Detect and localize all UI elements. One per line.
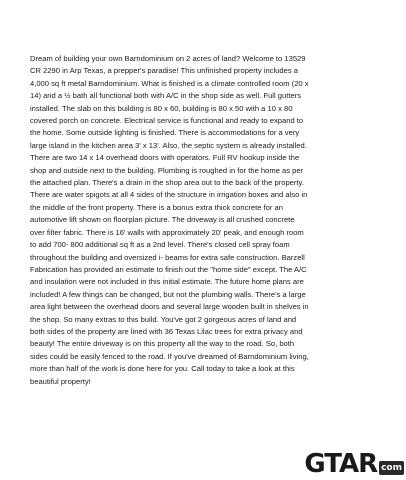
document-line: Fabrication has provided an estimate to finish out the "home side" except. The A/C xyxy=(30,264,307,274)
document-line: Dream of building your own Barndominium on 2 acres of land? Welcome to 13529 xyxy=(30,54,306,63)
watermark-logo xyxy=(304,448,404,478)
document-line: the attached plan. There's a drain in the shop area out to the back of the property. xyxy=(30,178,304,188)
document-line: both sides of the property are lined with 36 Texas Lilac trees for extra privacy and xyxy=(30,326,303,336)
document-line: automotive lift shown on floorplan picture. The driveway is all crushed concrete xyxy=(30,215,295,225)
document-line: large island in the kitchen area 3' x 13'. Also, the septic system is already installed. xyxy=(30,140,307,150)
document-line: area light between the overhead doors and several large wooden built in shelves in xyxy=(30,302,309,312)
document-line: 14) and a ½ bath all functional both with A/C in the shop side as well. Full gutters xyxy=(30,91,302,101)
document-line: more than half of the work is done here for you. Call today to take a look at this xyxy=(30,364,295,374)
document-line: throughout the building and oversized i- beams for extra safe construction. Barzell xyxy=(30,252,305,262)
document-line: the shop. So many extras to this build. You've got 2 gorgeous acres of land and xyxy=(30,314,297,324)
document-line: to add 700- 800 additional sq ft as a 2nd level. There's closed cell spray foam xyxy=(30,240,290,250)
document-line: There are water spigots at all 4 sides of the structure in irrigation boxes and also in xyxy=(30,190,308,200)
watermark-text: GTAR xyxy=(304,449,378,479)
document-line: over filter fabric. There is 16' walls with approximately 20' peak, and enough room xyxy=(30,227,304,237)
document-line: and insulation were not included in this initial estimate. The future home plans are xyxy=(30,277,304,287)
document-line: There are two 14 x 14 overhead doors with operators. Full RV hookup inside the xyxy=(30,153,300,163)
document-line: covered porch on concrete. Electrical service is functional and ready to expand to xyxy=(30,116,304,126)
document-line: installed. The slab on this building is 80 x 60, building is 80 x 50 with a 10 x 80 xyxy=(30,103,293,113)
document-line: the home. Some outside lighting is finished. There is accommodations for a very xyxy=(30,128,300,138)
document-line: shop and outside next to the building. Plumbing is roughed in for the home as per xyxy=(30,165,304,175)
watermark-badge: com xyxy=(381,463,402,473)
document-body xyxy=(30,53,380,388)
document-line: the middle of the front property. There is a bonus extra thick concrete for an xyxy=(30,202,283,212)
document-line: sides could be easily fenced to the road. If you've dreamed of Barndominium living, xyxy=(30,351,309,361)
document-line: beauty! The entire driveway is on this property all the way to the road. So, both xyxy=(30,339,295,349)
document-line: 4,000 sq ft metal Barndominium. What is finished is a climate controlled room (20 x xyxy=(30,78,309,88)
document-line: included! A few things can be changed, but not the plumbing walls. There's a large xyxy=(30,289,306,299)
document-line: CR 2290 in Arp Texas, a prepper's paradise! This unfinished property includes a xyxy=(30,66,298,76)
document-line: beautiful property! xyxy=(30,376,91,386)
